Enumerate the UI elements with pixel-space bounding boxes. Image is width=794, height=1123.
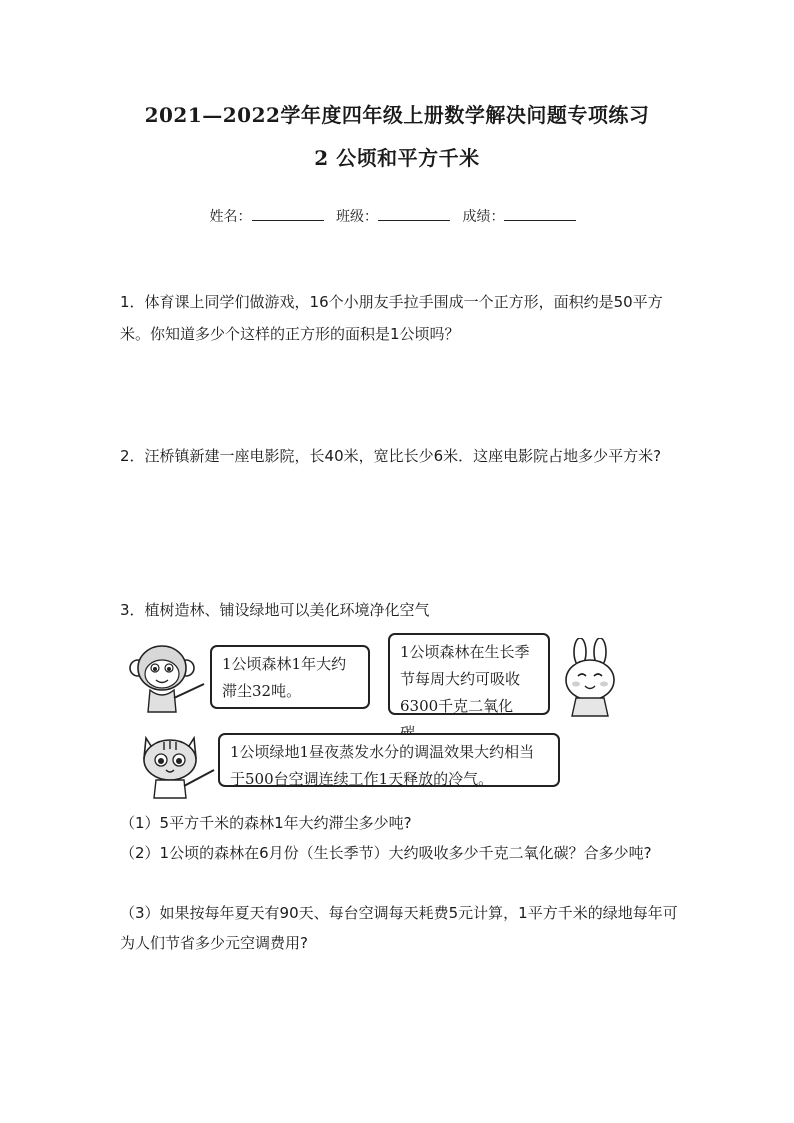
score-blank[interactable] bbox=[504, 208, 576, 221]
monkey-icon bbox=[128, 640, 208, 716]
question-2: 2．汪桥镇新建一座电影院，长40米，宽比长少6米．这座电影院占地多少平方米? bbox=[120, 447, 662, 465]
worksheet-title: 2021—2022学年度四年级上册数学解决问题专项练习 bbox=[144, 103, 650, 127]
question-1: 1．体育课上同学们做游戏，16个小朋友手拉手围成一个正方形，面积约是50平方米。你知道多少个这样的正方形的面积是1公顷吗？ bbox=[120, 293, 663, 343]
rabbit-icon bbox=[556, 638, 626, 718]
class-blank[interactable] bbox=[378, 208, 450, 221]
score-label: 成绩： bbox=[462, 209, 505, 225]
cat-icon bbox=[138, 730, 218, 800]
sub-question-1: （1）5平方千米的森林1年大约滞尘多少吨? bbox=[120, 814, 412, 832]
sub-question-2: （2）1公顷的森林在6月份（生长季节）大约吸收多少千克二氧化碳？合多少吨? bbox=[120, 844, 652, 862]
question-3: 3．植树造林、铺设绿地可以美化环境净化空气 bbox=[120, 601, 430, 619]
name-label: 姓名： bbox=[209, 209, 252, 225]
class-label: 班级： bbox=[336, 209, 378, 225]
sub-question-3: （3）如果按每年夏天有90天、每台空调每天耗费5元计算，1平方千米的绿地每年可为人们节省多少元空调费用? bbox=[120, 904, 678, 952]
speech-bubble-cat: 1公顷绿地1昼夜蒸发水分的调温效果大约相当于500台空调连续工作1天释放的冷气。 bbox=[218, 733, 560, 787]
name-blank[interactable] bbox=[252, 208, 324, 221]
speech-bubble-monkey: 1公顷森林1年大约滞尘32吨。 bbox=[210, 645, 370, 709]
speech-bubble-rabbit: 1公顷森林在生长季节每周大约可吸收6300千克二氧化 bbox=[388, 633, 550, 715]
student-info-row bbox=[0, 206, 794, 226]
worksheet-subtitle: 2 公顷和平方千米 bbox=[314, 146, 480, 170]
